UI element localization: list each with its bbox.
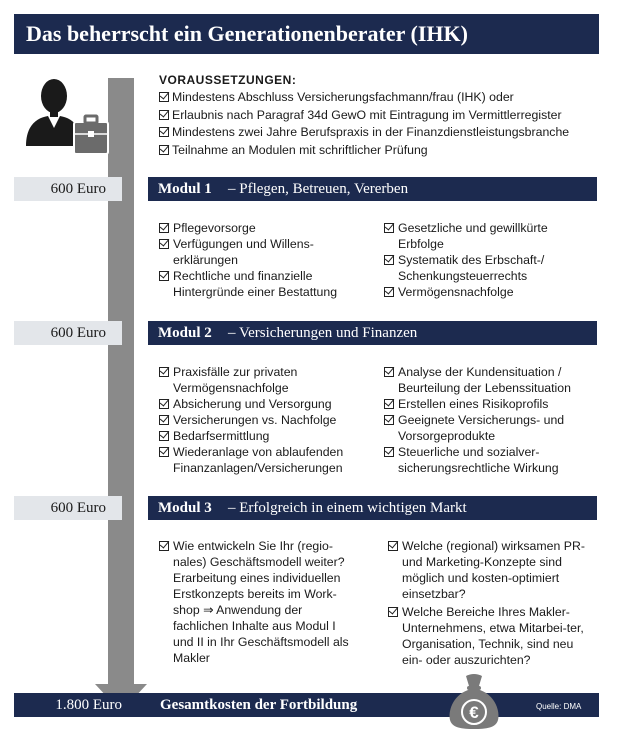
list-item: Erlaubnis nach Paragraf 34d GewO mit Eintragung im Vermittlerregister — [159, 107, 569, 125]
list-item: Wiederanlage von ablaufenden Finanzanlagen/Versicherungen — [159, 444, 374, 476]
list-item: Geeignete Versicherungs- und Vorsorgeprodukte — [384, 412, 596, 444]
checkbox-icon — [384, 223, 394, 233]
checkbox-icon — [159, 447, 169, 457]
checkbox-icon — [159, 271, 169, 281]
list-item: Welche Bereiche Ihres Makler-Unternehmens, etwa Mitarbei-ter, Organisation, Technik, sind neu ein- oder auszurichten? — [388, 604, 588, 668]
requirements-list — [159, 89, 569, 159]
list-item: Welche (regional) wirksamen PR- und Marketing-Konzepte sind möglich und kosten-optimiert einsetzbar? — [388, 538, 588, 602]
checkbox-icon — [384, 287, 394, 297]
list-item: Verfügungen und Willens-erklärungen — [159, 236, 369, 268]
checkbox-icon — [159, 399, 169, 409]
total-price: 1.800 Euro — [55, 697, 122, 713]
checkbox-icon — [159, 415, 169, 425]
module-3-left-column — [159, 538, 359, 666]
checkbox-icon — [384, 399, 394, 409]
briefcase-icon — [74, 116, 108, 154]
list-item: Absicherung und Versorgung — [159, 396, 374, 412]
list-item: Pflegevorsorge — [159, 220, 369, 236]
checkbox-icon — [384, 255, 394, 265]
module-subtitle: – Versicherungen und Finanzen — [228, 325, 418, 341]
list-item: Versicherungen vs. Nachfolge — [159, 412, 374, 428]
total-label: Gesamtkosten der Fortbildung — [160, 697, 358, 713]
checkbox-icon — [159, 145, 169, 155]
list-item: Bedarfsermittlung — [159, 428, 374, 444]
checkbox-icon — [159, 367, 169, 377]
checkbox-icon — [159, 92, 169, 102]
checkbox-icon — [159, 223, 169, 233]
module-1-left-column — [159, 220, 369, 300]
module-3-price: 600 Euro — [14, 496, 122, 520]
list-item: Teilnahme an Modulen mit schriftlicher Prüfung — [159, 142, 569, 160]
module-2-left-column — [159, 364, 374, 476]
source-note: Quelle: DMA — [536, 702, 582, 711]
requirements-heading: VORAUSSETZUNGEN: — [159, 73, 297, 87]
checkbox-icon — [384, 447, 394, 457]
checkbox-icon — [159, 431, 169, 441]
module-subtitle: – Pflegen, Betreuen, Vererben — [228, 181, 409, 197]
list-item: Erstellen eines Risikoprofils — [384, 396, 596, 412]
timeline-arrow — [108, 78, 134, 686]
module-title: Modul 1 — [158, 181, 212, 197]
module-1-price: 600 Euro — [14, 177, 122, 201]
list-item: Rechtliche und finanzielle Hintergründe einer Bestattung — [159, 268, 369, 300]
list-item: Mindestens Abschluss Versicherungsfachmann/frau (IHK) oder — [159, 89, 569, 107]
module-1-right-column — [384, 220, 589, 300]
module-2-header — [148, 321, 597, 345]
module-3-header — [148, 496, 597, 520]
module-2-price: 600 Euro — [14, 321, 122, 345]
checkbox-icon — [384, 367, 394, 377]
module-1-header — [148, 177, 597, 201]
list-item: Wie entwickeln Sie Ihr (regio-nales) Geschäftsmodell weiter? Erarbeitung eines individuellen Erstkonzepts bereits im Work-shop ⇒ Anwendung der fachlichen Inhalte aus Modul I und II in Ihr Geschäftsmodell als Makler — [159, 538, 359, 666]
module-title: Modul 3 — [158, 500, 212, 516]
module-title: Modul 2 — [158, 325, 212, 341]
checkbox-icon — [388, 607, 398, 617]
total-bar — [14, 693, 599, 717]
list-item: Praxisfälle zur privaten Vermögensnachfolge — [159, 364, 374, 396]
businessman-icon — [24, 76, 114, 158]
euro-symbol: € — [469, 703, 479, 722]
page-title: Das beherrscht ein Generationenberater (IHK) — [26, 21, 468, 46]
list-item: Systematik des Erbschaft-/ Schenkungsteuerrechts — [384, 252, 589, 284]
module-2-right-column — [384, 364, 596, 476]
module-3-right-column — [388, 538, 588, 668]
list-item: Gesetzliche und gewillkürte Erbfolge — [384, 220, 589, 252]
list-item: Analyse der Kundensituation / Beurteilung der Lebenssituation — [384, 364, 596, 396]
list-item: Steuerliche und sozialver-sicherungsrechtliche Wirkung — [384, 444, 596, 476]
list-item: Vermögensnachfolge — [384, 284, 589, 300]
title-bar — [14, 14, 599, 54]
checkbox-icon — [384, 415, 394, 425]
module-subtitle: – Erfolgreich in einem wichtigen Markt — [228, 500, 467, 516]
list-item: Mindestens zwei Jahre Berufspraxis in der Finanzdienstleistungsbranche — [159, 124, 569, 142]
checkbox-icon — [159, 239, 169, 249]
money-bag-euro-icon — [446, 672, 502, 730]
checkbox-icon — [159, 127, 169, 137]
checkbox-icon — [388, 541, 398, 551]
checkbox-icon — [159, 110, 169, 120]
checkbox-icon — [159, 541, 169, 551]
